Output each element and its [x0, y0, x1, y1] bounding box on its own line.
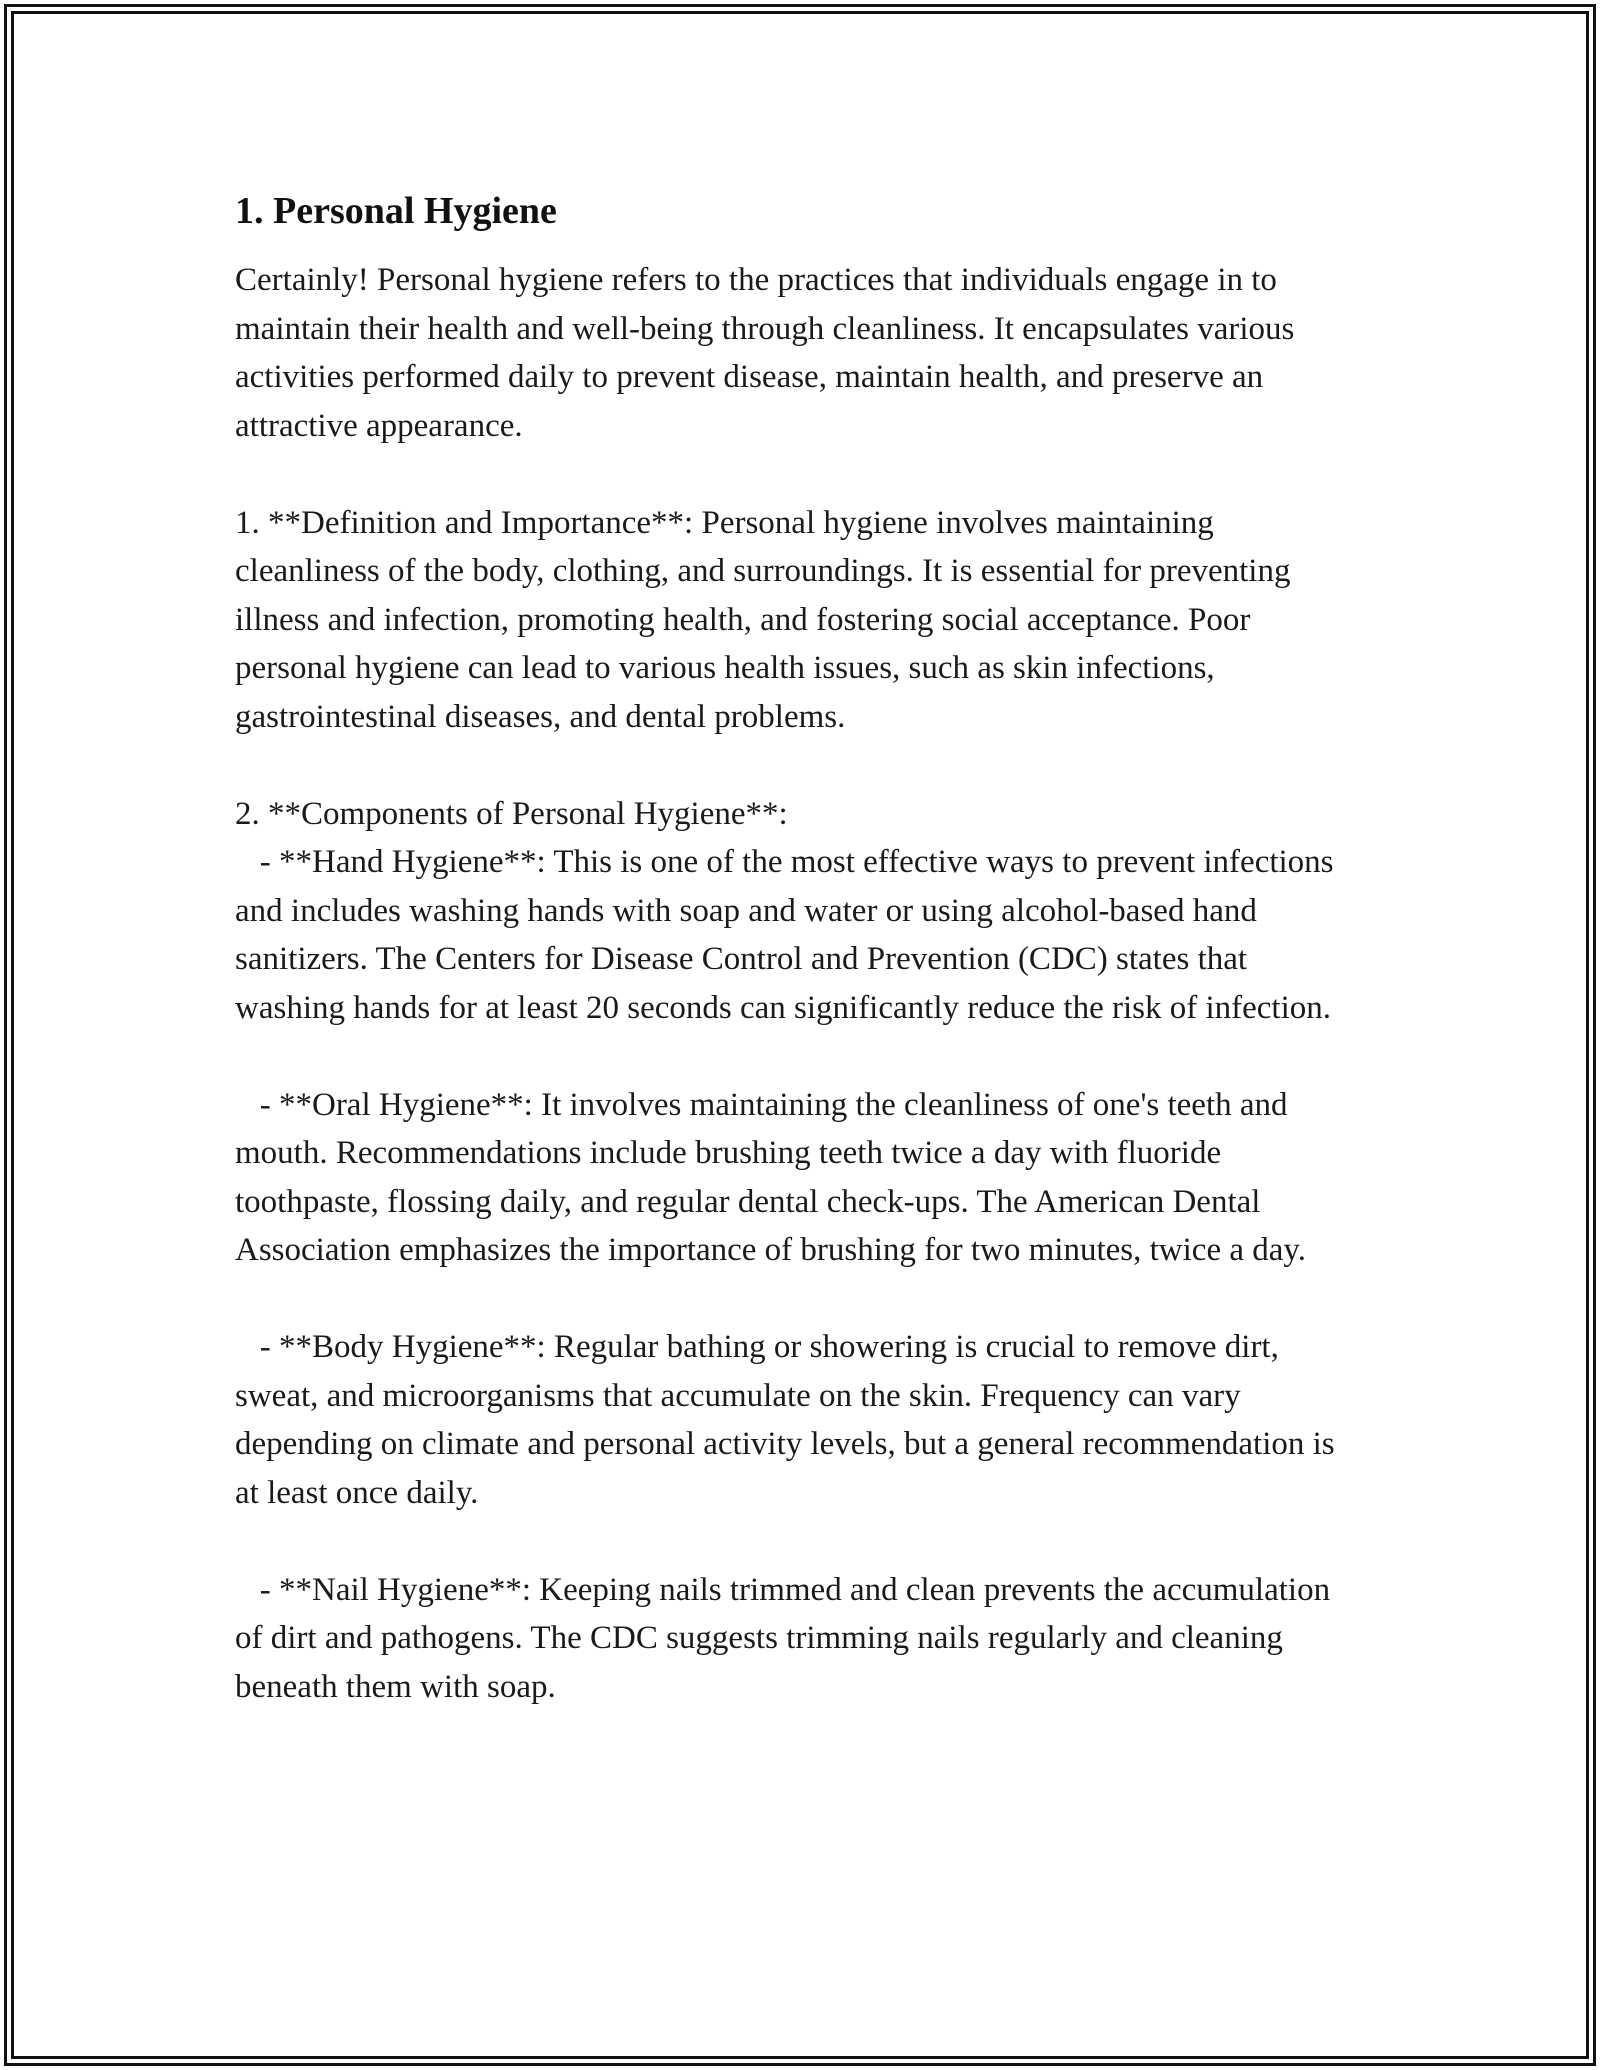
body-hygiene-paragraph: - **Body Hygiene**: Regular bathing or showering is crucial to remove dirt, sweat, and microorganisms that accumulate on the skin. Frequency can vary depending on climate and personal activity levels, but a general recommendation is at least once daily. — [235, 1329, 1343, 1511]
nail-hygiene-paragraph: - **Nail Hygiene**: Keeping nails trimmed and clean prevents the accumulation of dirt and pathogens. The CDC suggests trimming nails regularly and cleaning beneath them with soap. — [235, 1571, 1339, 1705]
section-title: 1. Personal Hygiene — [235, 190, 557, 232]
paragraph-gap — [235, 1517, 1365, 1566]
paragraph-gap — [235, 1275, 1365, 1324]
paragraph-gap — [235, 741, 1365, 790]
components-paragraph: 2. **Components of Personal Hygiene**: - **Hand Hygiene**: This is one of the most effective ways to prevent infections and includes washing hands with soap and water or using alcohol-based hand sanitizers. The Centers for Disease Control and Prevention (CDC) states that washing hands for at least 20 seconds can significantly reduce the risk of infection. — [235, 795, 1334, 1026]
intro-paragraph: Certainly! Personal hygiene refers to the practices that individuals engage in to maintain their health and well-being through cleanliness. It encapsulates various activities performed daily to prevent disease, maintain health, and preserve an attractive appearance. — [235, 262, 1303, 444]
paragraph-gap — [235, 450, 1365, 499]
oral-hygiene-paragraph: - **Oral Hygiene**: It involves maintaining the cleanliness of one's teeth and mouth. Recommendations include brushing teeth twice a day with fluoride toothpaste, flossing daily, and regular dental check-ups. The American Dental Association emphasizes the importance of brushing for two minutes, twice a day. — [235, 1086, 1307, 1268]
definition-paragraph: 1. **Definition and Importance**: Personal hygiene involves maintaining cleanliness of the body, clothing, and surroundings. It is essential for preventing illness and infection, promoting health, and fostering social acceptance. Poor personal hygiene can lead to various health issues, such as skin infections, gastrointestinal diseases, and dental problems. — [235, 504, 1299, 735]
document-body — [235, 186, 1365, 1711]
paragraph-gap — [235, 1032, 1365, 1081]
